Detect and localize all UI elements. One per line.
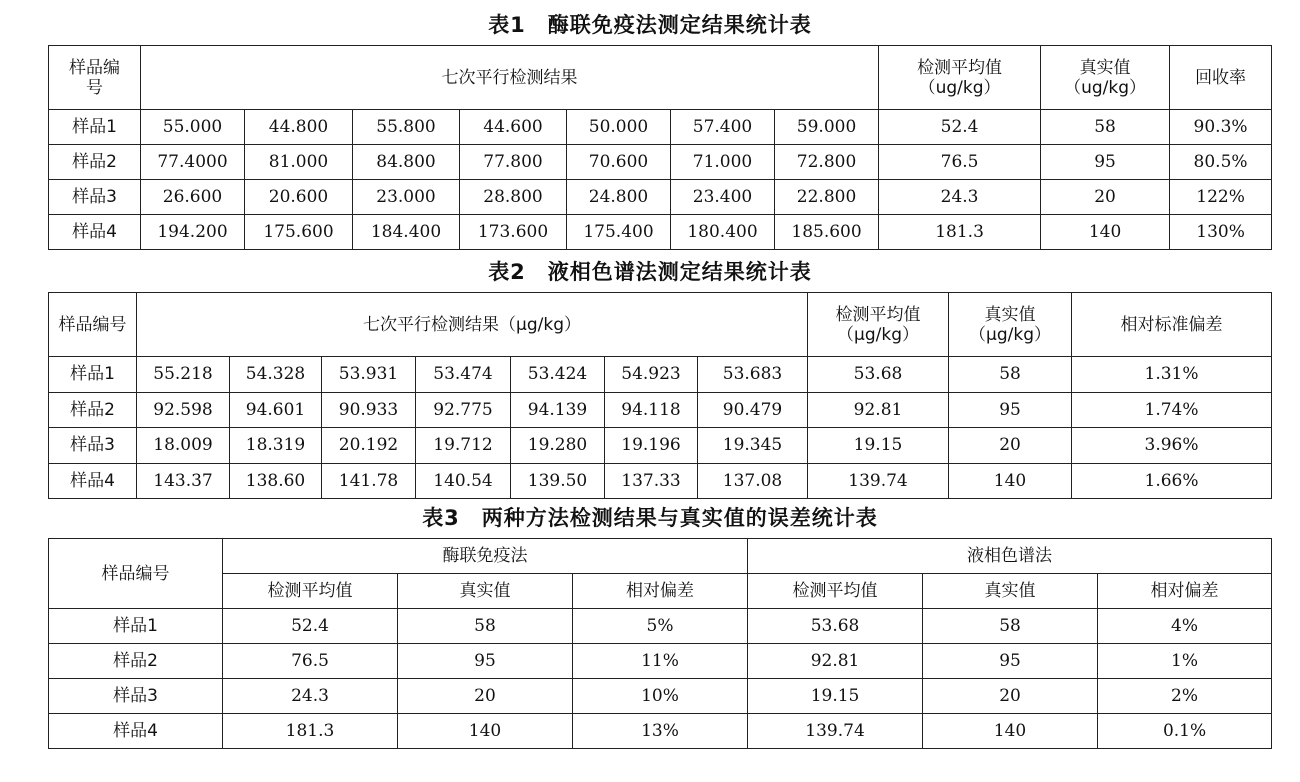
measurement-cell: 184.400 [353,215,460,250]
mean-cell: 19.15 [808,428,949,464]
measurement-cell: 139.50 [511,463,605,499]
measurement-cell: 19.345 [698,428,808,464]
measurement-cell: 18.319 [230,428,322,464]
measurement-cell: 138.60 [230,463,322,499]
measurement-cell: 92.775 [416,392,511,428]
measurement-cell: 54.328 [230,357,322,393]
table3-error-statistics [48,538,1272,749]
measurement-cell: 71.000 [671,145,775,180]
table3-body [49,609,1272,749]
table1-caption: 表1 酶联免疫法测定结果统计表 [488,13,812,37]
table3-header-method-a: 酶联免疫法 [223,539,748,574]
measurement-cell: 94.118 [605,392,698,428]
a-mean-cell: 181.3 [223,714,398,749]
rsd-cell: 3.96% [1072,428,1272,464]
mean-cell: 76.5 [879,145,1041,180]
measurement-cell: 185.600 [775,215,879,250]
row-label: 样品2 [49,644,223,679]
a-dev-cell: 11% [573,644,748,679]
table2-caption: 表2 液相色谱法测定结果统计表 [488,260,812,284]
mean-cell: 92.81 [808,392,949,428]
a-mean-cell: 52.4 [223,609,398,644]
table-row [49,392,1272,428]
table2-liquid-chromatography [48,292,1272,499]
measurement-cell: 54.923 [605,357,698,393]
b-true-cell: 140 [923,714,1098,749]
measurement-cell: 57.400 [671,110,775,145]
row-label: 样品4 [49,463,137,499]
table3-header-method-b: 液相色谱法 [748,539,1272,574]
table2-header-rsd: 相对标准偏差 [1072,293,1272,357]
measurement-cell: 23.400 [671,180,775,215]
mean-cell: 181.3 [879,215,1041,250]
measurement-cell: 94.601 [230,392,322,428]
measurement-cell: 175.400 [567,215,671,250]
measurement-cell: 23.000 [353,180,460,215]
measurement-cell: 55.000 [141,110,245,145]
measurement-cell: 53.931 [322,357,416,393]
measurement-cell: 59.000 [775,110,879,145]
measurement-cell: 81.000 [245,145,353,180]
table-row [49,145,1272,180]
a-true-cell: 95 [398,644,573,679]
measurement-cell: 44.800 [245,110,353,145]
recovery-cell: 90.3% [1170,110,1272,145]
measurement-cell: 137.33 [605,463,698,499]
row-label: 样品1 [49,357,137,393]
a-dev-cell: 13% [573,714,748,749]
table1-header-sample: 样品编号 [49,46,141,110]
measurement-cell: 72.800 [775,145,879,180]
mean-cell: 53.68 [808,357,949,393]
mean-cell: 139.74 [808,463,949,499]
recovery-cell: 122% [1170,180,1272,215]
b-true-cell: 20 [923,679,1098,714]
row-label: 样品4 [49,714,223,749]
measurement-cell: 84.800 [353,145,460,180]
recovery-cell: 80.5% [1170,145,1272,180]
b-true-cell: 95 [923,644,1098,679]
row-label: 样品1 [49,110,141,145]
measurement-cell: 50.000 [567,110,671,145]
true-value-cell: 140 [1041,215,1170,250]
measurement-cell: 18.009 [137,428,230,464]
b-mean-cell: 19.15 [748,679,923,714]
table-row [49,180,1272,215]
true-value-cell: 95 [1041,145,1170,180]
b-dev-cell: 2% [1098,679,1272,714]
table3-header-b-deviation: 相对偏差 [1098,574,1272,609]
measurement-cell: 19.196 [605,428,698,464]
measurement-cell: 55.218 [137,357,230,393]
table3-header-a-true: 真实值 [398,574,573,609]
measurement-cell: 53.424 [511,357,605,393]
table3-header-a-deviation: 相对偏差 [573,574,748,609]
row-label: 样品1 [49,609,223,644]
table2-header-parallel: 七次平行检测结果（μg/kg） [137,293,808,357]
measurement-cell: 20.192 [322,428,416,464]
a-dev-cell: 10% [573,679,748,714]
measurement-cell: 94.139 [511,392,605,428]
measurement-cell: 55.800 [353,110,460,145]
measurement-cell: 70.600 [567,145,671,180]
rsd-cell: 1.31% [1072,357,1272,393]
measurement-cell: 26.600 [141,180,245,215]
a-mean-cell: 24.3 [223,679,398,714]
table1-enzyme-immunoassay [48,45,1272,250]
b-dev-cell: 0.1% [1098,714,1272,749]
true-value-cell: 95 [949,392,1072,428]
mean-cell: 52.4 [879,110,1041,145]
measurement-cell: 92.598 [137,392,230,428]
row-label: 样品2 [49,145,141,180]
table-row [49,428,1272,464]
b-mean-cell: 139.74 [748,714,923,749]
table3-header-sample: 样品编号 [49,539,223,609]
table2-header-sample: 样品编号 [49,293,137,357]
measurement-cell: 77.4000 [141,145,245,180]
measurement-cell: 22.800 [775,180,879,215]
table1-header-mean: 检测平均值（ug/kg） [879,46,1041,110]
measurement-cell: 180.400 [671,215,775,250]
rsd-cell: 1.66% [1072,463,1272,499]
recovery-cell: 130% [1170,215,1272,250]
table1-header-recovery: 回收率 [1170,46,1272,110]
true-value-cell: 20 [1041,180,1170,215]
measurement-cell: 173.600 [460,215,567,250]
table1-header-parallel: 七次平行检测结果 [141,46,879,110]
table-row [49,110,1272,145]
table-row [49,609,1272,644]
table1-header-true: 真实值（ug/kg） [1041,46,1170,110]
measurement-cell: 53.683 [698,357,808,393]
row-label: 样品3 [49,679,223,714]
table-row [49,679,1272,714]
table-row [49,215,1272,250]
a-dev-cell: 5% [573,609,748,644]
measurement-cell: 53.474 [416,357,511,393]
true-value-cell: 58 [1041,110,1170,145]
table3-header-a-mean: 检测平均值 [223,574,398,609]
table-row [49,357,1272,393]
b-dev-cell: 1% [1098,644,1272,679]
measurement-cell: 20.600 [245,180,353,215]
measurement-cell: 77.800 [460,145,567,180]
a-true-cell: 140 [398,714,573,749]
table2-header-mean: 检测平均值（μg/kg） [808,293,949,357]
table1-body [49,110,1272,250]
measurement-cell: 19.280 [511,428,605,464]
table2-header-true: 真实值（μg/kg） [949,293,1072,357]
true-value-cell: 58 [949,357,1072,393]
measurement-cell: 90.933 [322,392,416,428]
b-true-cell: 58 [923,609,1098,644]
a-true-cell: 58 [398,609,573,644]
table-row [49,714,1272,749]
table3-header-b-mean: 检测平均值 [748,574,923,609]
measurement-cell: 24.800 [567,180,671,215]
true-value-cell: 140 [949,463,1072,499]
true-value-cell: 20 [949,428,1072,464]
measurement-cell: 137.08 [698,463,808,499]
row-label: 样品3 [49,428,137,464]
measurement-cell: 141.78 [322,463,416,499]
measurement-cell: 90.479 [698,392,808,428]
b-dev-cell: 4% [1098,609,1272,644]
table-row [49,644,1272,679]
b-mean-cell: 92.81 [748,644,923,679]
measurement-cell: 44.600 [460,110,567,145]
row-label: 样品4 [49,215,141,250]
table3-header-b-true: 真实值 [923,574,1098,609]
mean-cell: 24.3 [879,180,1041,215]
a-true-cell: 20 [398,679,573,714]
measurement-cell: 143.37 [137,463,230,499]
measurement-cell: 140.54 [416,463,511,499]
table2-body [49,357,1272,499]
b-mean-cell: 53.68 [748,609,923,644]
a-mean-cell: 76.5 [223,644,398,679]
measurement-cell: 19.712 [416,428,511,464]
row-label: 样品2 [49,392,137,428]
table-row [49,463,1272,499]
measurement-cell: 194.200 [141,215,245,250]
row-label: 样品3 [49,180,141,215]
table3-caption: 表3 两种方法检测结果与真实值的误差统计表 [422,506,878,530]
measurement-cell: 28.800 [460,180,567,215]
rsd-cell: 1.74% [1072,392,1272,428]
measurement-cell: 175.600 [245,215,353,250]
